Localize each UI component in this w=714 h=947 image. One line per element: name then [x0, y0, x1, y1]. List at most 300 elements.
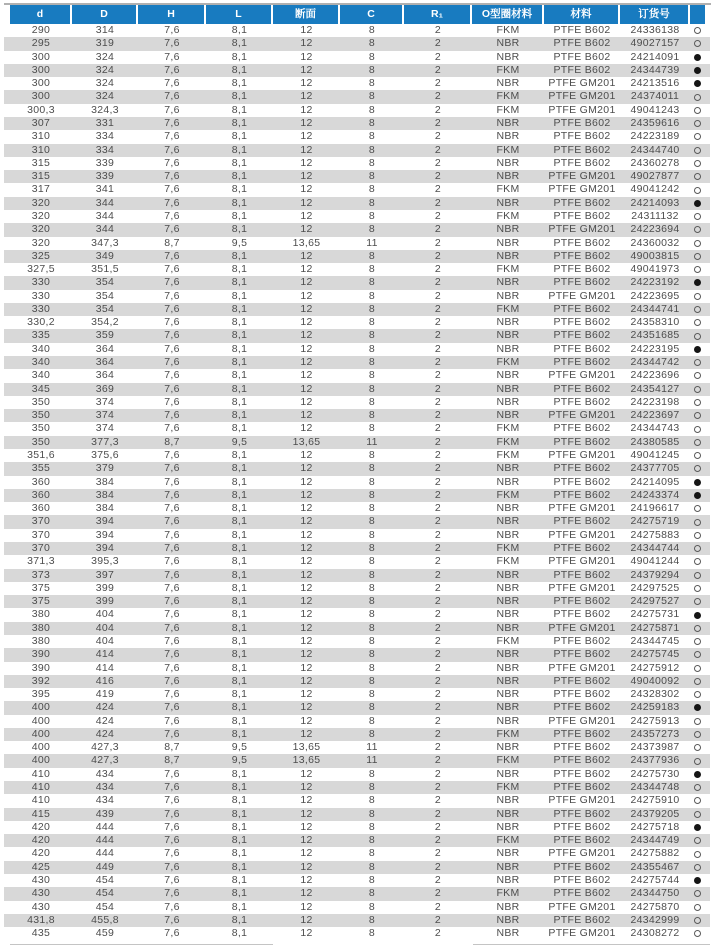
cell-material: PTFE GM201 — [548, 714, 616, 727]
cell-L: 8,1 — [231, 661, 248, 674]
cell-cross_section: 12 — [300, 302, 313, 315]
cell-o_ring_material: NBR — [496, 329, 520, 342]
cell-R1: 2 — [434, 409, 442, 422]
availability-cell — [690, 635, 705, 648]
table-row — [4, 768, 710, 781]
cell-H: 7,6 — [164, 249, 180, 262]
cell-cross_section: 12 — [300, 794, 313, 807]
cell-d: 390 — [31, 648, 51, 661]
cell-cross_section: 12 — [300, 727, 313, 740]
cell-d: 350 — [31, 422, 51, 435]
cell-R1: 2 — [434, 77, 442, 90]
cell-H: 7,6 — [164, 395, 180, 408]
cell-R1: 2 — [434, 382, 442, 395]
cell-order_number: 24275882 — [630, 847, 680, 860]
cell-cross_section: 12 — [300, 63, 313, 76]
cell-H: 7,6 — [164, 382, 180, 395]
cell-d: 375 — [31, 595, 51, 608]
cell-D: 364 — [95, 342, 115, 355]
hollow-dot-icon — [694, 638, 701, 645]
cell-order_number: 24275730 — [630, 767, 680, 780]
cell-o_ring_material: NBR — [496, 196, 520, 209]
cell-d: 420 — [31, 820, 51, 833]
cell-o_ring_material: NBR — [496, 236, 520, 249]
cell-C: 8 — [368, 170, 376, 183]
table-row — [4, 276, 710, 289]
filled-dot-icon — [694, 612, 701, 619]
cell-D: 397 — [95, 568, 115, 581]
cell-cross_section: 12 — [300, 409, 313, 422]
cell-L: 9,5 — [231, 754, 248, 767]
cell-C: 8 — [368, 263, 376, 276]
cell-L: 8,1 — [231, 528, 248, 541]
cell-H: 8,7 — [164, 236, 180, 249]
cell-order_number: 24223695 — [630, 289, 680, 302]
cell-material: PTFE B602 — [553, 462, 611, 475]
cell-L: 8,1 — [231, 927, 248, 940]
cell-d: 350 — [31, 409, 51, 422]
table-row — [4, 51, 710, 64]
cell-L: 8,1 — [231, 767, 248, 780]
cell-H: 7,6 — [164, 196, 180, 209]
cell-order_number: 49041244 — [630, 555, 680, 568]
availability-cell — [690, 821, 705, 834]
cell-C: 8 — [368, 555, 376, 568]
cell-L: 9,5 — [231, 236, 248, 249]
table-row — [4, 104, 710, 117]
cell-material: PTFE B602 — [553, 342, 611, 355]
cell-D: 369 — [95, 382, 115, 395]
cell-order_number: 24243374 — [630, 488, 680, 501]
cell-o_ring_material: FKM — [496, 727, 520, 740]
cell-H: 7,6 — [164, 568, 180, 581]
cell-L: 8,1 — [231, 342, 248, 355]
header-cell-C: C — [340, 5, 404, 24]
table-row — [4, 369, 710, 382]
cell-D: 444 — [95, 820, 115, 833]
cell-L: 8,1 — [231, 183, 248, 196]
cell-d: 320 — [31, 209, 51, 222]
hollow-dot-icon — [694, 545, 701, 552]
cell-L: 8,1 — [231, 302, 248, 315]
cell-cross_section: 12 — [300, 887, 313, 900]
hollow-dot-icon — [694, 797, 701, 804]
cell-cross_section: 12 — [300, 77, 313, 90]
table-body — [4, 24, 710, 940]
cell-o_ring_material: NBR — [496, 116, 520, 129]
cell-material: PTFE B602 — [553, 754, 611, 767]
cell-R1: 2 — [434, 595, 442, 608]
cell-d: 430 — [31, 887, 51, 900]
cell-cross_section: 12 — [300, 555, 313, 568]
cell-L: 8,1 — [231, 170, 248, 183]
cell-D: 399 — [95, 595, 115, 608]
cell-R1: 2 — [434, 37, 442, 50]
cell-order_number: 24297527 — [630, 595, 680, 608]
cell-d: 373 — [31, 568, 51, 581]
cell-d: 420 — [31, 834, 51, 847]
hollow-dot-icon — [694, 598, 701, 605]
cell-cross_section: 12 — [300, 356, 313, 369]
cell-R1: 2 — [434, 369, 442, 382]
cell-L: 8,1 — [231, 608, 248, 621]
cell-H: 7,6 — [164, 767, 180, 780]
availability-cell — [690, 489, 705, 502]
cell-C: 8 — [368, 900, 376, 913]
cell-o_ring_material: NBR — [496, 927, 520, 940]
cell-H: 7,6 — [164, 794, 180, 807]
cell-cross_section: 12 — [300, 913, 313, 926]
table-row — [4, 223, 710, 236]
cell-L: 8,1 — [231, 63, 248, 76]
cell-o_ring_material: NBR — [496, 462, 520, 475]
cell-R1: 2 — [434, 316, 442, 329]
cell-cross_section: 12 — [300, 276, 313, 289]
hollow-dot-icon — [694, 399, 701, 406]
cell-D: 344 — [95, 196, 115, 209]
cell-H: 7,6 — [164, 475, 180, 488]
cell-R1: 2 — [434, 302, 442, 315]
availability-cell — [690, 847, 705, 860]
cell-d: 295 — [31, 37, 51, 50]
cell-D: 354,2 — [91, 316, 119, 329]
cell-L: 8,1 — [231, 196, 248, 209]
table-row — [4, 675, 710, 688]
cell-L: 8,1 — [231, 727, 248, 740]
availability-cell — [690, 874, 705, 887]
cell-cross_section: 13,65 — [292, 754, 321, 767]
hollow-dot-icon — [694, 851, 701, 858]
cell-C: 8 — [368, 90, 376, 103]
hollow-dot-icon — [694, 439, 701, 446]
cell-D: 427,3 — [91, 741, 119, 754]
cell-C: 8 — [368, 781, 376, 794]
cell-D: 427,3 — [91, 754, 119, 767]
cell-H: 7,6 — [164, 661, 180, 674]
cell-order_number: 24223696 — [630, 369, 680, 382]
table-row — [4, 582, 710, 595]
cell-C: 8 — [368, 302, 376, 315]
availability-cell — [690, 210, 705, 223]
cell-cross_section: 12 — [300, 820, 313, 833]
availability-cell — [690, 104, 705, 117]
cell-D: 434 — [95, 794, 115, 807]
filled-dot-icon — [694, 54, 701, 61]
cell-L: 8,1 — [231, 874, 248, 886]
cell-D: 354 — [95, 302, 115, 315]
cell-D: 324 — [95, 90, 115, 103]
cell-material: PTFE B602 — [553, 236, 611, 249]
cell-C: 8 — [368, 329, 376, 342]
cell-o_ring_material: NBR — [496, 741, 520, 754]
cell-o_ring_material: FKM — [496, 435, 520, 448]
hollow-dot-icon — [694, 651, 701, 658]
cell-L: 8,1 — [231, 887, 248, 900]
cell-L: 8,1 — [231, 369, 248, 382]
cell-o_ring_material: NBR — [496, 767, 520, 780]
cell-o_ring_material: NBR — [496, 249, 520, 262]
header-cell-D: D — [72, 5, 138, 24]
table-row — [4, 887, 710, 900]
table-row — [4, 622, 710, 635]
cell-order_number: 24344744 — [630, 541, 680, 554]
cell-cross_section: 12 — [300, 342, 313, 355]
cell-cross_section: 12 — [300, 581, 313, 594]
availability-cell — [690, 688, 705, 701]
availability-cell — [690, 768, 705, 781]
table-row — [4, 77, 710, 90]
cell-C: 8 — [368, 156, 376, 169]
cell-cross_section: 12 — [300, 449, 313, 461]
cell-material: PTFE B602 — [553, 541, 611, 554]
availability-cell — [690, 529, 705, 542]
filled-dot-icon — [694, 492, 701, 499]
cell-L: 8,1 — [231, 449, 248, 461]
cell-cross_section: 12 — [300, 475, 313, 488]
cell-material: PTFE GM201 — [548, 77, 616, 90]
cell-R1: 2 — [434, 356, 442, 369]
table-row — [4, 555, 710, 568]
cell-R1: 2 — [434, 541, 442, 554]
cell-C: 8 — [368, 688, 376, 701]
cell-H: 7,6 — [164, 714, 180, 727]
cell-H: 7,6 — [164, 608, 180, 621]
cell-R1: 2 — [434, 781, 442, 794]
availability-cell — [690, 622, 705, 635]
cell-order_number: 24223195 — [630, 342, 680, 355]
cell-o_ring_material: NBR — [496, 794, 520, 807]
hollow-dot-icon — [694, 625, 701, 632]
availability-cell — [690, 662, 705, 675]
filled-dot-icon — [694, 200, 701, 207]
cell-D: 324 — [95, 63, 115, 76]
hollow-dot-icon — [694, 665, 701, 672]
cell-C: 8 — [368, 103, 376, 116]
cell-material: PTFE GM201 — [548, 528, 616, 541]
cell-cross_section: 12 — [300, 50, 313, 63]
availability-cell — [690, 250, 705, 263]
cell-cross_section: 12 — [300, 927, 313, 940]
cell-cross_section: 12 — [300, 130, 313, 143]
cell-R1: 2 — [434, 674, 442, 687]
cell-L: 8,1 — [231, 103, 248, 116]
cell-C: 8 — [368, 608, 376, 621]
cell-o_ring_material: FKM — [496, 143, 520, 156]
cell-cross_section: 12 — [300, 369, 313, 382]
cell-order_number: 24357273 — [630, 727, 680, 740]
cell-d: 300 — [31, 90, 51, 103]
cell-d: 310 — [31, 143, 51, 156]
cell-C: 8 — [368, 77, 376, 90]
cell-order_number: 24308272 — [630, 927, 680, 940]
filled-dot-icon — [694, 824, 701, 831]
cell-H: 7,6 — [164, 329, 180, 342]
cell-C: 8 — [368, 130, 376, 143]
cell-cross_section: 12 — [300, 807, 313, 820]
table-row — [4, 542, 710, 555]
cell-order_number: 24275731 — [630, 608, 680, 621]
cell-H: 7,6 — [164, 887, 180, 900]
cell-order_number: 24359616 — [630, 116, 680, 129]
cell-C: 8 — [368, 369, 376, 382]
table-row — [4, 648, 710, 661]
cell-material: PTFE B602 — [553, 595, 611, 608]
filled-dot-icon — [694, 346, 701, 353]
cell-R1: 2 — [434, 422, 442, 435]
cell-cross_section: 12 — [300, 382, 313, 395]
cell-C: 8 — [368, 37, 376, 50]
cell-o_ring_material: FKM — [496, 754, 520, 767]
cell-D: 444 — [95, 847, 115, 860]
cell-R1: 2 — [434, 608, 442, 621]
hollow-dot-icon — [694, 572, 701, 579]
cell-o_ring_material: FKM — [496, 422, 520, 435]
cell-D: 351,5 — [91, 263, 119, 276]
cell-material: PTFE GM201 — [548, 847, 616, 860]
cell-d: 340 — [31, 369, 51, 382]
cell-order_number: 24275910 — [630, 794, 680, 807]
cell-d: 415 — [31, 807, 51, 820]
cell-D: 424 — [95, 701, 115, 714]
cell-C: 8 — [368, 927, 376, 940]
cell-L: 8,1 — [231, 488, 248, 501]
cell-R1: 2 — [434, 63, 442, 76]
cell-L: 8,1 — [231, 422, 248, 435]
cell-material: PTFE B602 — [553, 37, 611, 50]
cell-R1: 2 — [434, 661, 442, 674]
cell-order_number: 24275718 — [630, 820, 680, 833]
cell-d: 410 — [31, 767, 51, 780]
cell-D: 379 — [95, 462, 115, 475]
hollow-dot-icon — [694, 27, 701, 34]
cell-order_number: 24259183 — [630, 701, 680, 714]
cell-o_ring_material: FKM — [496, 183, 520, 196]
cell-D: 359 — [95, 329, 115, 342]
cell-D: 459 — [95, 927, 115, 940]
cell-o_ring_material: NBR — [496, 50, 520, 63]
cell-L: 8,1 — [231, 395, 248, 408]
table-bottom-border-left — [10, 944, 273, 946]
cell-o_ring_material: FKM — [496, 209, 520, 222]
cell-C: 8 — [368, 289, 376, 302]
cell-material: PTFE B602 — [553, 395, 611, 408]
cell-C: 8 — [368, 143, 376, 156]
cell-H: 7,6 — [164, 727, 180, 740]
cell-L: 8,1 — [231, 130, 248, 143]
cell-R1: 2 — [434, 249, 442, 262]
cell-H: 8,7 — [164, 741, 180, 754]
hollow-dot-icon — [694, 372, 701, 379]
cell-D: 394 — [95, 515, 115, 528]
header-cell-order_number: 订货号 — [620, 5, 690, 24]
cell-cross_section: 12 — [300, 714, 313, 727]
cell-o_ring_material: NBR — [496, 475, 520, 488]
cell-R1: 2 — [434, 555, 442, 568]
cell-L: 8,1 — [231, 462, 248, 475]
hollow-dot-icon — [694, 864, 701, 871]
table-row — [4, 436, 710, 449]
cell-D: 416 — [95, 674, 115, 687]
cell-o_ring_material: NBR — [496, 568, 520, 581]
cell-H: 7,6 — [164, 263, 180, 276]
cell-order_number: 24354127 — [630, 382, 680, 395]
cell-order_number: 24297525 — [630, 581, 680, 594]
cell-cross_section: 12 — [300, 37, 313, 50]
cell-cross_section: 12 — [300, 263, 313, 276]
cell-L: 8,1 — [231, 143, 248, 156]
cell-material: PTFE B602 — [553, 820, 611, 833]
table-row — [4, 263, 710, 276]
cell-L: 8,1 — [231, 541, 248, 554]
cell-o_ring_material: NBR — [496, 395, 520, 408]
cell-d: 360 — [31, 502, 51, 515]
table-row — [4, 449, 710, 462]
availability-cell — [690, 316, 705, 329]
cell-C: 8 — [368, 794, 376, 807]
filled-dot-icon — [694, 704, 701, 711]
cell-cross_section: 12 — [300, 488, 313, 501]
availability-cell — [690, 542, 705, 555]
cell-material: PTFE B602 — [553, 767, 611, 780]
cell-L: 8,1 — [231, 555, 248, 568]
cell-order_number: 24377705 — [630, 462, 680, 475]
cell-cross_section: 12 — [300, 156, 313, 169]
cell-o_ring_material: NBR — [496, 223, 520, 236]
cell-R1: 2 — [434, 488, 442, 501]
cell-H: 7,6 — [164, 90, 180, 103]
cell-order_number: 24379205 — [630, 807, 680, 820]
cell-H: 7,6 — [164, 781, 180, 794]
cell-D: 455,8 — [91, 913, 119, 926]
cell-C: 8 — [368, 116, 376, 129]
cell-C: 8 — [368, 820, 376, 833]
cell-d: 300 — [31, 63, 51, 76]
cell-d: 351,6 — [27, 449, 55, 461]
cell-C: 8 — [368, 515, 376, 528]
cell-D: 419 — [95, 688, 115, 701]
cell-material: PTFE B602 — [553, 422, 611, 435]
cell-D: 384 — [95, 475, 115, 488]
table-row — [4, 250, 710, 263]
cell-material: PTFE GM201 — [548, 927, 616, 940]
hollow-dot-icon — [694, 558, 701, 565]
cell-C: 8 — [368, 834, 376, 847]
cell-o_ring_material: FKM — [496, 263, 520, 276]
availability-cell — [690, 608, 705, 621]
cell-C: 8 — [368, 714, 376, 727]
cell-H: 7,6 — [164, 462, 180, 475]
cell-cross_section: 12 — [300, 701, 313, 714]
cell-d: 390 — [31, 661, 51, 674]
cell-H: 7,6 — [164, 223, 180, 236]
availability-cell — [690, 515, 705, 528]
cell-order_number: 24344741 — [630, 302, 680, 315]
cell-H: 7,6 — [164, 847, 180, 860]
cell-cross_section: 12 — [300, 103, 313, 116]
cell-H: 7,6 — [164, 170, 180, 183]
cell-d: 350 — [31, 435, 51, 448]
cell-cross_section: 12 — [300, 422, 313, 435]
table-row — [4, 754, 710, 767]
availability-cell — [690, 117, 705, 130]
cell-C: 8 — [368, 382, 376, 395]
cell-material: PTFE B602 — [553, 143, 611, 156]
cell-D: 384 — [95, 488, 115, 501]
cell-cross_section: 12 — [300, 316, 313, 329]
cell-R1: 2 — [434, 329, 442, 342]
cell-D: 394 — [95, 528, 115, 541]
cell-order_number: 24360032 — [630, 236, 680, 249]
